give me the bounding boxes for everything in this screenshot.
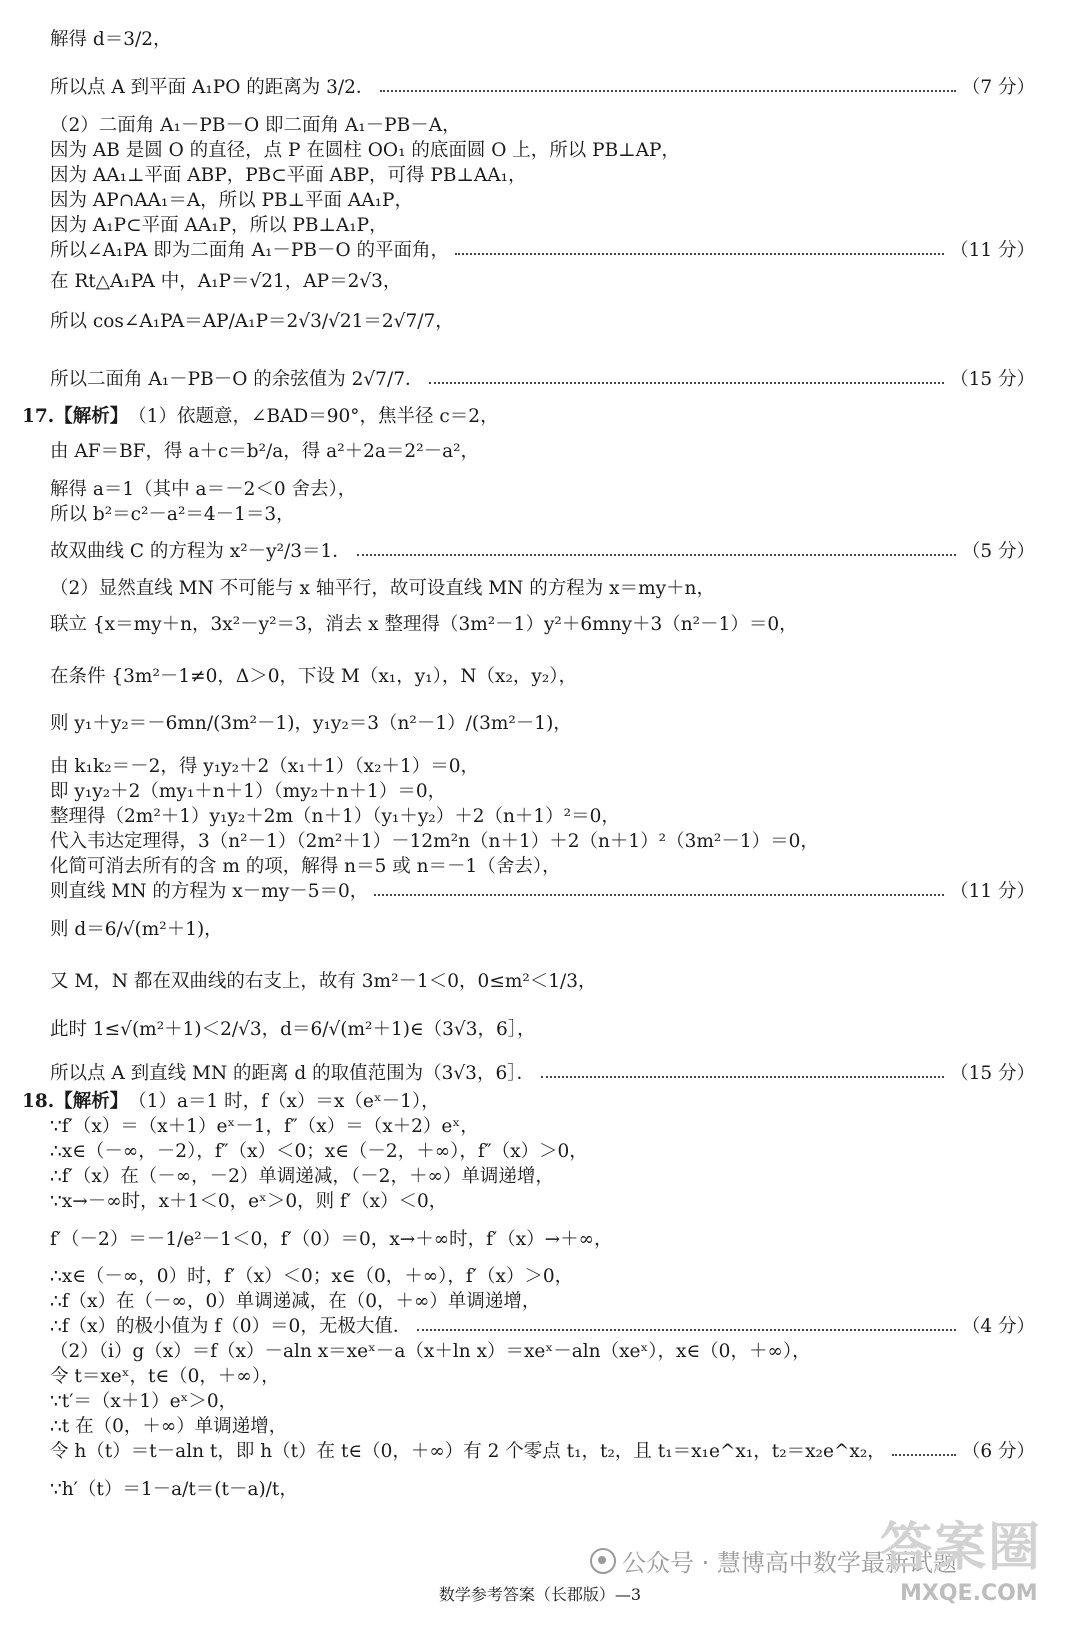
- line-text: ∵f′（x）＝（x＋1）eˣ－1，f″（x）＝（x＋2）eˣ，: [50, 1116, 479, 1137]
- solution-line: [50, 1340, 1035, 1364]
- line-text: ∵t′＝（x＋1）eˣ＞0，: [50, 1391, 238, 1412]
- solution-line: [50, 310, 1035, 334]
- line-text: 所以点 A 到平面 A₁PO 的距离为 3/2．: [50, 77, 375, 98]
- leader-dots: [541, 1076, 944, 1078]
- solution-line: [50, 164, 1035, 188]
- leader-dots: [374, 894, 944, 896]
- line-text: 故双曲线 C 的方程为 x²－y²/3＝1．: [50, 541, 351, 562]
- solution-line: [50, 1290, 1035, 1314]
- solution-line: [50, 780, 1035, 804]
- line-text: （1）a＝1 时，f（x）＝x（eˣ－1），: [128, 1091, 440, 1112]
- solution-line: [50, 1415, 1035, 1439]
- solution-line: [50, 665, 1035, 689]
- line-text: 所以∠A₁PA 即为二面角 A₁－PB－O 的平面角，: [50, 240, 450, 261]
- line-text: 联立 {x＝my＋n，3x²－y²＝3，消去 x 整理得（3m²－1）y²＋6mny＋3（n²－1）＝0，: [50, 614, 798, 635]
- solution-line: [50, 1265, 1035, 1289]
- solution-line: [22, 405, 1035, 429]
- solution-line: [50, 1115, 1035, 1139]
- line-text: 所以点 A 到直线 MN 的距离 d 的取值范围为（3√3，6］．: [50, 1063, 535, 1084]
- line-text: 此时 1≤√(m²＋1)＜2/√3，d＝6/√(m²＋1)∈（3√3，6］，: [50, 1019, 536, 1040]
- line-text: 令 t＝xeˣ，t∈（0，＋∞），: [50, 1366, 280, 1387]
- line-text: 即 y₁y₂＋2（my₁＋n＋1）（my₂＋n＋1）＝0，: [50, 781, 447, 802]
- solution-line: [50, 855, 1035, 879]
- line-text: 因为 A₁P⊂平面 AA₁P，所以 PB⊥A₁P，: [50, 215, 388, 236]
- line-text: ∴f（x）在（－∞，0）单调递减，在（0，＋∞）单调递增，: [50, 1291, 541, 1312]
- score-label: （15 分）: [950, 369, 1035, 390]
- solution-line: [50, 970, 1035, 994]
- line-text: 化简可消去所有的含 m 的项，解得 n＝5 或 n＝－1（舍去），: [50, 856, 561, 877]
- solution-line: [50, 577, 1035, 601]
- solution-line: [50, 1190, 1035, 1214]
- solution-line: [50, 805, 1035, 829]
- leader-dots: [380, 90, 955, 92]
- score-label: （6 分）: [961, 1441, 1035, 1462]
- question-number: 18.: [22, 1091, 55, 1112]
- score-label: （11 分）: [950, 240, 1035, 261]
- line-text: 所以二面角 A₁－PB－O 的余弦值为 2√7/7．: [50, 369, 424, 390]
- line-text: （2）（i）g（x）＝f（x）－aln x＝xeˣ－a（x＋ln x）＝xeˣ－aln（xeˣ），x∈（0，＋∞），: [50, 1341, 811, 1362]
- score-label: （15 分）: [950, 1063, 1035, 1084]
- line-text: f′（－2）＝－1/e²－1＜0，f′（0）＝0，x→＋∞时，f′（x）→＋∞，: [50, 1229, 613, 1250]
- solution-line: [50, 1018, 1035, 1042]
- line-text: 由 k₁k₂＝－2，得 y₁y₂＋2（x₁＋1）（x₂＋1）＝0，: [50, 756, 480, 777]
- line-text: ∴x∈（－∞，0）时，f′（x）＜0；x∈（0，＋∞），f′（x）＞0，: [50, 1266, 574, 1287]
- line-text: （2）显然直线 MN 不可能与 x 轴平行，故可设直线 MN 的方程为 x＝my＋n，: [50, 578, 715, 599]
- page-footer: 数学参考答案（长郡版）—3: [438, 1585, 642, 1604]
- solution-line: [50, 1315, 1035, 1339]
- line-text: 因为 AB 是圆 O 的直径，点 P 在圆柱 OO₁ 的底面圆 O 上，所以 PB⊥AP，: [50, 140, 680, 161]
- line-text: 又 M，N 都在双曲线的右支上，故有 3m²－1＜0，0≤m²＜1/3，: [50, 971, 597, 992]
- solution-line: [50, 1390, 1035, 1414]
- score-label: （4 分）: [961, 1316, 1035, 1337]
- solution-line: [50, 755, 1035, 779]
- line-text: 由 AF＝BF，得 a＋c＝b²/a，得 a²＋2a＝2²－a²，: [50, 441, 480, 462]
- solution-line: [50, 1062, 1035, 1086]
- line-text: 所以 b²＝c²－a²＝4－1＝3，: [50, 504, 295, 525]
- watermark-text: 公众号 · 慧博高中数学最新试题: [622, 1549, 957, 1577]
- line-text: ∴x∈（－∞，－2），f″（x）＜0；x∈（－2，＋∞），f″（x）＞0，: [50, 1141, 588, 1162]
- solution-line: [50, 478, 1035, 502]
- line-text: （1）依题意，∠BAD＝90°，焦半径 c＝2，: [128, 406, 499, 427]
- wechat-icon: [590, 1548, 616, 1574]
- solution-line: [50, 1228, 1035, 1252]
- solution-line: [50, 1478, 1035, 1502]
- solution-line: [50, 1440, 1035, 1464]
- solution-line: [50, 880, 1035, 904]
- solution-line: [50, 368, 1035, 392]
- solution-line: [50, 76, 1035, 100]
- leader-dots: [429, 382, 944, 384]
- line-text: 在 Rt△A₁PA 中，A₁P＝√21，AP＝2√3，: [50, 271, 402, 292]
- stamp-logo-text: 答案圈: [880, 1518, 1043, 1578]
- solution-line: [50, 613, 1035, 637]
- line-text: 在条件 {3m²－1≠0，Δ＞0，下设 M（x₁，y₁），N（x₂，y₂），: [50, 666, 577, 687]
- score-label: （7 分）: [961, 77, 1035, 98]
- line-text: 则 d＝6/√(m²＋1)，: [50, 919, 223, 940]
- line-text: 解得 a＝1（其中 a＝－2＜0 舍去），: [50, 479, 357, 500]
- line-text: ∴f′（x）在（－∞，－2）单调递减，（－2，＋∞）单调递增，: [50, 1166, 554, 1187]
- line-text: 则 y₁＋y₂＝－6mn/(3m²－1)，y₁y₂＝3（n²－1）/(3m²－1)，: [50, 713, 572, 734]
- stamp-site-text: MXQE.COM: [900, 1581, 1038, 1606]
- line-text: ∴f（x）的极小值为 f（0）＝0，无极大值．: [50, 1316, 412, 1337]
- score-label: （5 分）: [961, 541, 1035, 562]
- solution-line: [50, 918, 1035, 942]
- leader-dots: [357, 554, 956, 556]
- score-label: （11 分）: [950, 881, 1035, 902]
- solution-line: [50, 28, 1035, 52]
- solution-line: [50, 712, 1035, 736]
- solution-line: [50, 1165, 1035, 1189]
- solution-line: [50, 1140, 1035, 1164]
- solution-line: [50, 114, 1035, 138]
- line-text: 整理得（2m²＋1）y₁y₂＋2m（n＋1）（y₁＋y₂）＋2（n＋1）²＝0，: [50, 806, 620, 827]
- line-text: ∵h′（t）＝1－a/t＝(t－a)/t，: [50, 1479, 298, 1500]
- line-text: 则直线 MN 的方程为 x－my－5＝0，: [50, 881, 369, 902]
- solution-line: [22, 1090, 1035, 1114]
- leader-dots: [417, 1329, 956, 1331]
- line-text: ∵x→－∞时，x＋1＜0，eˣ＞0，则 f′（x）＜0，: [50, 1191, 448, 1212]
- line-text: ∴t 在（0，＋∞）单调递增，: [50, 1416, 288, 1437]
- analysis-tag: 【解析】: [54, 1091, 129, 1112]
- solution-line: [50, 1365, 1035, 1389]
- line-text: （2）二面角 A₁－PB－O 即二面角 A₁－PB－A，: [50, 115, 461, 136]
- leader-dots: [455, 253, 944, 255]
- solution-line: [50, 214, 1035, 238]
- leader-dots: [892, 1454, 956, 1456]
- line-text: 解得 d＝3/2，: [50, 29, 172, 50]
- line-text: 因为 AA₁⊥平面 ABP，PB⊂平面 ABP，可得 PB⊥AA₁，: [50, 165, 527, 186]
- solution-line: [50, 270, 1035, 294]
- solution-line: [50, 440, 1035, 464]
- line-text: 令 h（t）＝t－aln t，即 h（t）在 t∈（0，＋∞）有 2 个零点 t₁，t₂，且 t₁＝x₁e^x₁，t₂＝x₂e^x₂，: [50, 1441, 886, 1462]
- solution-line: [50, 540, 1035, 564]
- line-text: 因为 AP∩AA₁＝A，所以 PB⊥平面 AA₁P，: [50, 190, 413, 211]
- solution-line: [50, 189, 1035, 213]
- solution-line: [50, 830, 1035, 854]
- solution-line: [50, 239, 1035, 263]
- solution-line: [50, 139, 1035, 163]
- line-text: 所以 cos∠A₁PA＝AP/A₁P＝2√3/√21＝2√7/7，: [50, 311, 454, 332]
- solution-line: [50, 503, 1035, 527]
- question-number: 17.: [22, 406, 55, 427]
- analysis-tag: 【解析】: [54, 406, 129, 427]
- line-text: 代入韦达定理得，3（n²－1）（2m²＋1）－12m²n（n＋1）＋2（n＋1）²（3m²－1）＝0，: [50, 831, 819, 852]
